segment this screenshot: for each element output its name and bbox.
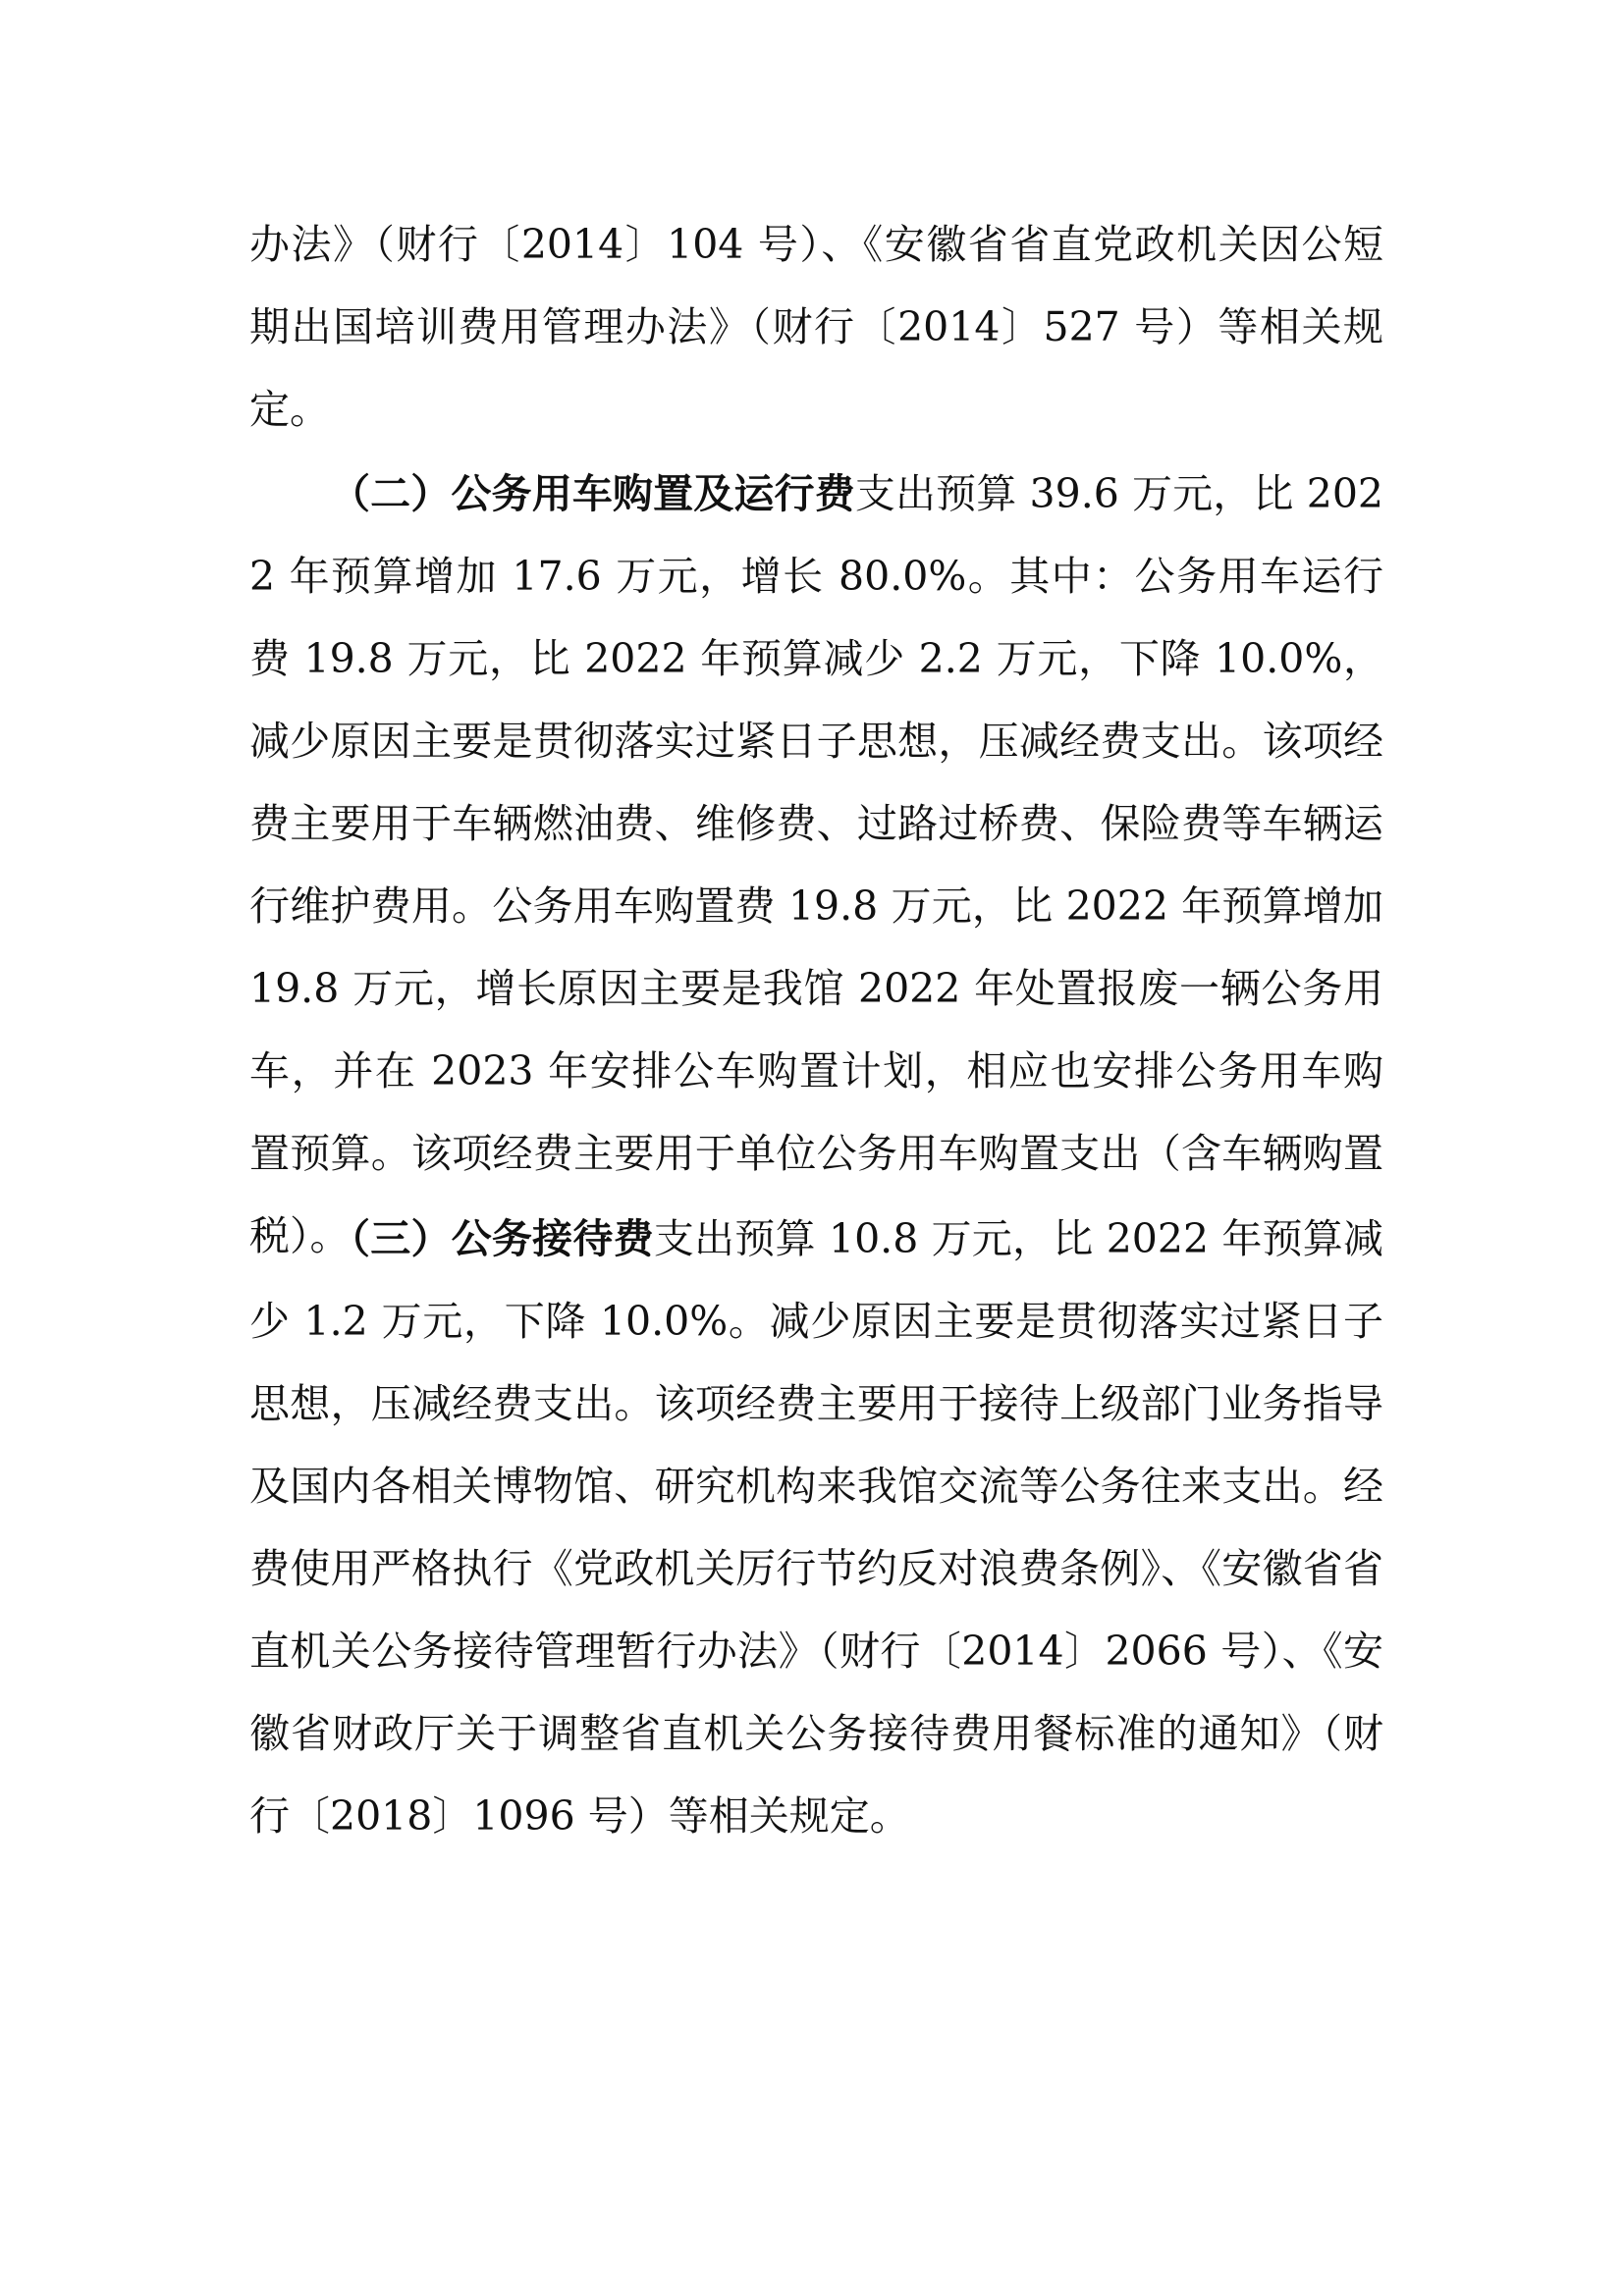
section-heading-reception: （三）公务接待费 xyxy=(330,1215,654,1262)
section-heading-vehicle: （二）公务用车购置及运行费 xyxy=(330,470,855,517)
paragraph-text: 办法》（财行〔2014〕104 号）、《安徽省省直党政机关因公短期出国培训费用管理办法》（财行〔2014〕527 号）等相关规定。 xyxy=(249,221,1383,433)
paragraph-body xyxy=(249,453,1383,1277)
paragraph-continuation xyxy=(249,203,1383,451)
paragraph-text: 支出预算 39.6 万元，比 2022 年预算增加 17.6 万元，增长 80.0%。其中：公务用车运行费 19.8 万元，比 2022 年预算减少 2.2 万元，下降 10.0%，减少原因主要是贯彻落实过紧日子思想，压减经费支出。该项经费主要用于车辆燃油费、维修费、过路过桥费、保险费等车辆运行维护费用。公务用车购置费 19.8 万元，比 2022 年预算增加 19.8 万元，增长原因主要是我馆 2022 年处置报废一辆公务用车，并在 2023 年安排公车购置计划，相应也安排公务用车购置预算。该项经费主要用于单位公务用车购置支出（含车辆购置税）。 xyxy=(249,470,1383,1259)
paragraph-reception-expenses xyxy=(249,1198,1383,1857)
paragraph-text: 支出预算 10.8 万元，比 2022 年预算减少 1.2 万元，下降 10.0%。减少原因主要是贯彻落实过紧日子思想，压减经费支出。该项经费主要用于接待上级部门业务指导及国内各相关博物馆、研究机构来我馆交流等公务往来支出。经费使用严格执行《党政机关厉行节约反对浪费条例》、《安徽省省直机关公务接待管理暂行办法》（财行〔2014〕2066 号）、《安徽省财政厅关于调整省直机关公务接待费用餐标准的通知》（财行〔2018〕1096 号）等相关规定。 xyxy=(249,1215,1384,1840)
paragraph-vehicle-expenses xyxy=(249,453,1383,1277)
paragraph-body xyxy=(249,1198,1383,1857)
